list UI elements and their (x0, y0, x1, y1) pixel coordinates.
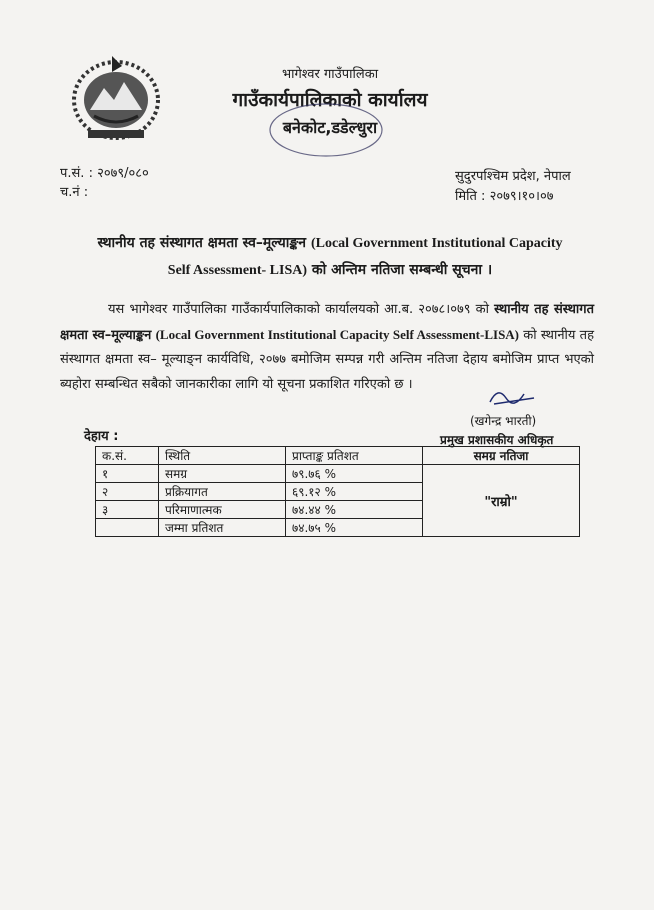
nepal-emblem-logo (68, 50, 164, 142)
office-address: बनेकोट,डडेल्धुरा (282, 118, 378, 137)
municipality-name: भागेश्वर गाउँपालिका (281, 67, 379, 82)
dehay-label: देहाय : (84, 429, 119, 444)
cell-status: जम्मा प्रतिशत (159, 519, 286, 537)
header-percent: प्राप्ताङ्क प्रतिशत (286, 447, 423, 465)
title-np-1: स्थानीय तह संस्थागत क्षमता स्व–मूल्याङ्कन (97, 235, 307, 251)
cell-status: प्रक्रियागत (159, 483, 286, 501)
office-name: गाउँकार्यपालिकाको कार्यालय (232, 89, 428, 111)
results-table (95, 446, 580, 537)
handwritten-signature (484, 384, 544, 408)
notice-body (60, 298, 594, 397)
cell-percent: ७४.७५ % (286, 519, 423, 537)
body-en: (Local Government Institutional Capacity Self Assessment-LISA) (155, 326, 520, 342)
overall-result: "राम्रो" (423, 465, 580, 537)
ref-number: प.सं. : २०७९/०८० (60, 166, 149, 181)
body-part-2: को स्थानीय तह संस्थागत क्षमता स्व– मूल्याङ्न कार्यविधि, २०७७ बमोजिम सम्पन्न गरी अन्तिम नतिजा देहाय बमोजिम प्राप्त भएको ब्यहोरा सम्बन्धित सबैको जानकारीका लागि यो सूचना प्रकाशित गरिएको छ । (60, 327, 594, 392)
table-row (96, 465, 580, 483)
cell-sn (96, 519, 159, 537)
signatory-name: (खगेन्द्र भारती) (470, 414, 537, 428)
office-stamp (266, 100, 386, 158)
cell-percent: ७४.४४ % (286, 501, 423, 519)
dispatch-number: च.नं : (60, 185, 89, 200)
table-header-row (96, 447, 580, 465)
cell-sn: २ (96, 483, 159, 501)
cell-sn: ३ (96, 501, 159, 519)
title-en-1: (Local Government Institutional Capacity (310, 236, 563, 251)
cell-percent: ६९.१२ % (286, 483, 423, 501)
cell-sn: १ (96, 465, 159, 483)
body-bold: स्थानीय तह संस्थागत क्षमता स्व–मूल्याङ्कन (60, 302, 594, 343)
date-text: मिति : २०७९।१०।०७ (455, 189, 554, 204)
province-text: सुदुरपश्चिम प्रदेश, नेपाल (455, 169, 571, 184)
body-part-1: यस भागेश्वर गाउँपालिका गाउँकार्यपालिकाको कार्यालयको आ.ब. २०७८।०७९ को (108, 302, 489, 317)
notice-title (60, 230, 600, 284)
header-status: स्थिति (159, 447, 286, 465)
cell-status: परिमाणात्मक (159, 501, 286, 519)
header-sn: क.सं. (96, 447, 159, 465)
cell-status: समग्र (159, 465, 286, 483)
title-np-2: को अन्तिम नतिजा सम्बन्धी सूचना । (311, 262, 493, 278)
title-en-2: Self Assessment- LISA) (167, 263, 308, 278)
cell-percent: ७९.७६ % (286, 465, 423, 483)
signatory-title: प्रमुख प्रशासकीय अधिकृत (440, 433, 554, 447)
header-overall: समग्र नतिजा (423, 447, 580, 465)
